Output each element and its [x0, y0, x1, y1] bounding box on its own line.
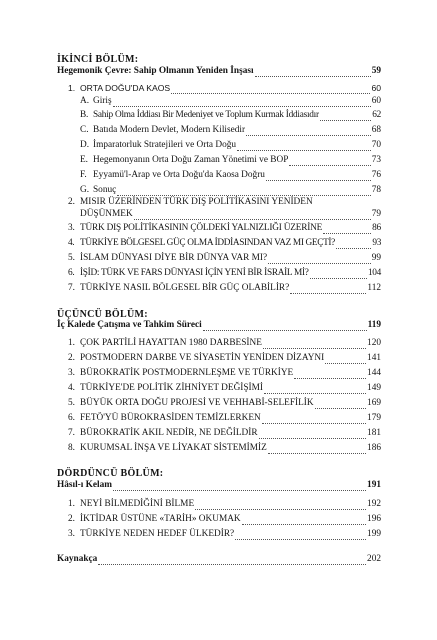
- entry-label: İŞİD: TÜRK VE FARS DÜNYASI İÇİN YENİ BİR İSRAİL Mİ?: [80, 268, 309, 278]
- entry-number: 3.: [68, 529, 75, 539]
- dot-leader: [268, 255, 371, 264]
- toc-entry: [68, 83, 381, 94]
- toc-entry: [80, 110, 381, 121]
- entry-number: 7.: [68, 428, 75, 438]
- dot-leader: [264, 385, 366, 394]
- dot-leader: [235, 531, 366, 540]
- toc-entry: [80, 185, 381, 196]
- toc-entry: [68, 353, 381, 364]
- dot-leader: [117, 187, 370, 196]
- page-number: 181: [367, 428, 381, 438]
- toc-heading-label: Hegemonik Çevre: Sahip Olmanın Yeniden İnşası: [57, 66, 254, 76]
- entry-label: TÜRKİYE'DE POLİTİK ZİHNİYET DEĞİŞİMİ: [80, 383, 264, 393]
- toc-entry: [68, 383, 381, 394]
- page-number: 196: [367, 514, 381, 524]
- toc-heading-label: İç Kalede Çatışma ve Tahkim Süreci: [57, 320, 202, 330]
- toc-entry: [80, 96, 381, 107]
- entry-number: E.: [80, 155, 89, 165]
- page-number: 202: [367, 554, 381, 564]
- toc-entry: [68, 223, 381, 234]
- dot-leader: [310, 270, 367, 279]
- dot-leader: [113, 482, 366, 491]
- dot-leader: [263, 340, 366, 349]
- dot-leader: [195, 501, 366, 510]
- toc-entry: [68, 514, 381, 525]
- entry-label: FETÖ'YÜ BÜROKRASİDEN TEMİZLERKEN: [80, 413, 261, 423]
- entry-label: Batıda Modern Devlet, Modern Kilisedir: [93, 125, 246, 135]
- toc-heading: [57, 320, 381, 331]
- toc-heading: [57, 66, 381, 77]
- dot-leader: [266, 172, 371, 181]
- dot-leader: [242, 516, 366, 525]
- page-number: 76: [371, 170, 381, 180]
- entry-label: POSTMODERN DARBE VE SİYASETİN YENİDEN DİZAYNI: [80, 353, 325, 363]
- references-label: Kaynakça: [57, 554, 98, 564]
- toc-entry: [68, 238, 381, 249]
- entry-number: C.: [80, 125, 89, 135]
- page-number: 86: [372, 223, 381, 233]
- dot-leader: [255, 68, 371, 77]
- page-number: 186: [367, 443, 381, 453]
- entry-label: Hegemonyanın Orta Doğu Zaman Yönetimi ve BOP: [93, 155, 289, 165]
- page-number: 191: [367, 480, 381, 490]
- toc-entry: [80, 140, 381, 151]
- entry-number: G.: [80, 185, 90, 195]
- entry-label: Giriş: [93, 96, 112, 106]
- entry-number: 2.: [68, 514, 75, 524]
- part-title: ÜÇÜNCÜ BÖLÜM:: [57, 309, 148, 320]
- toc-heading-label: Hâsıl-ı Kelam: [57, 480, 113, 490]
- page-number: 93: [372, 238, 381, 248]
- page-number: 112: [367, 283, 381, 293]
- toc-entry: [68, 529, 381, 540]
- page-number: 60: [371, 96, 381, 106]
- entry-label: İKTİDAR ÜSTÜNE «TARİH» OKUMAK: [80, 514, 241, 524]
- page-number: 120: [367, 338, 381, 348]
- dot-leader: [262, 415, 366, 424]
- toc-entry: [80, 209, 381, 220]
- entry-label: İmparatorluk Stratejileri ve Orta Doğu: [93, 140, 237, 150]
- dot-leader: [268, 445, 366, 454]
- page-number: 119: [367, 320, 381, 330]
- dot-leader: [320, 112, 371, 121]
- page-number: 68: [371, 125, 381, 135]
- entry-label: BÜYÜK ORTA DOĞU PROJESİ VE VEHHABİ-SELEFİLİK: [80, 398, 314, 408]
- part-title: İKİNCİ BÖLÜM:: [57, 54, 139, 65]
- entry-number: 1.: [68, 338, 75, 348]
- entry-number: 4.: [68, 238, 75, 248]
- entry-label: ORTA DOĞU'DA KAOS: [80, 83, 171, 93]
- page-number: 141: [367, 353, 381, 363]
- page-number: 79: [371, 209, 381, 219]
- dot-leader: [294, 370, 366, 379]
- page-number: 60: [371, 83, 381, 93]
- entry-label: KURUMSAL İNŞA VE LİYAKAT SİSTEMİMİZ: [80, 443, 267, 453]
- toc-entry: [68, 268, 381, 279]
- page-number: 149: [367, 383, 381, 393]
- entry-number: 5.: [68, 253, 75, 263]
- entry-label: Eyyamü'l-Arap ve Orta Doğu'da Kaosa Doğru: [93, 170, 265, 180]
- entry-label: TÜRKİYE NASIL BÖLGESEL BİR GÜÇ OLABİLİR?: [80, 283, 290, 293]
- entry-number: A.: [80, 96, 90, 106]
- entry-number: 6.: [68, 268, 75, 278]
- entry-number: 7.: [68, 283, 75, 293]
- entry-label: DÜŞÜNMEK: [80, 209, 133, 219]
- toc-entry: [68, 443, 381, 454]
- entry-label: BÜROKRATİK POSTMODERNLEŞME VE TÜRKİYE: [80, 368, 294, 378]
- entry-number: D.: [80, 140, 90, 150]
- entry-label: TÜRKİYE NEDEN HEDEF ÜLKEDİR?: [80, 529, 235, 539]
- page-number: 104: [367, 268, 381, 278]
- toc-entry: [68, 398, 381, 409]
- page-number: 62: [372, 110, 381, 120]
- page-number: 199: [367, 529, 381, 539]
- entry-label: BÜROKRATİK AKIL NEDİR, NE DEĞİLDİR: [80, 428, 258, 438]
- page-number: 99: [371, 253, 381, 263]
- page-number: 144: [367, 368, 381, 378]
- entry-label: NEYİ BİLMEDİĞİNİ BİLME: [80, 499, 195, 509]
- page-number: 179: [367, 413, 381, 423]
- toc-entry: [80, 170, 381, 181]
- entry-label: Sonuç: [93, 185, 117, 195]
- entry-label: TÜRKİYE BÖLGESEL GÜÇ OLMA İDDİASINDAN VAZ MI GEÇTİ?: [80, 238, 335, 248]
- page-number: 59: [371, 66, 381, 76]
- toc-entry: [68, 368, 381, 379]
- toc-entry: [68, 413, 381, 424]
- page-number: 169: [367, 398, 381, 408]
- entry-number: 3.: [68, 368, 75, 378]
- page-number: 70: [371, 140, 381, 150]
- entry-label: Sahip Olma İddiası Bir Medeniyet ve Toplum Kurmak İddiasıdır: [93, 110, 319, 120]
- entry-number: 8.: [68, 443, 75, 453]
- dot-leader: [203, 322, 367, 331]
- entry-number: 5.: [68, 398, 75, 408]
- toc-entry: [68, 338, 381, 349]
- entry-number: 3.: [68, 223, 75, 233]
- entry-label: TÜRK DIŞ POLİTİKASININ ÇÖLDEKİ YALNIZLIĞI ÜZERİNE: [80, 223, 323, 233]
- part-title: DÖRDÜNCÜ BÖLÜM:: [57, 468, 164, 479]
- page-number: 78: [371, 185, 381, 195]
- entry-number: 2.: [68, 353, 75, 363]
- dot-leader: [336, 240, 371, 249]
- toc-entry: [80, 155, 381, 166]
- toc-entry: [68, 428, 381, 439]
- toc-entry: [68, 253, 381, 264]
- dot-leader: [113, 98, 371, 107]
- entry-number: B.: [80, 110, 89, 120]
- page-number: 192: [367, 499, 381, 509]
- toc-entry: [68, 283, 381, 294]
- entry-number: 4.: [68, 383, 75, 393]
- dot-leader: [98, 556, 366, 565]
- entry-label-line1: MISIR ÜZERİNDEN TÜRK DIŞ POLİTİKASINI YENİDEN: [80, 197, 313, 207]
- page-number: 73: [371, 155, 381, 165]
- dot-leader: [323, 225, 371, 234]
- toc-entry: [68, 499, 381, 510]
- toc-heading: [57, 480, 381, 491]
- entry-number: 1.: [68, 83, 76, 93]
- entry-label: ÇOK PARTİLİ HAYATTAN 1980 DARBESİNE: [80, 338, 262, 348]
- dot-leader: [246, 127, 371, 136]
- entry-number: 6.: [68, 413, 75, 423]
- toc-entry-first-line: [68, 197, 313, 208]
- dot-leader: [134, 211, 371, 220]
- dot-leader: [171, 85, 370, 94]
- dot-leader: [289, 157, 370, 166]
- entry-number: 2.: [68, 197, 75, 207]
- dot-leader: [259, 430, 366, 439]
- dot-leader: [237, 142, 371, 151]
- dot-leader: [315, 400, 366, 409]
- dot-leader: [325, 355, 366, 364]
- entry-number: F.: [80, 170, 87, 180]
- entry-label: İSLAM DÜNYASI DİYE BİR DÜNYA VAR MI?: [80, 253, 268, 263]
- toc-entry: [80, 125, 381, 136]
- toc-references: [57, 554, 381, 565]
- entry-number: 1.: [68, 499, 75, 509]
- dot-leader: [290, 285, 366, 294]
